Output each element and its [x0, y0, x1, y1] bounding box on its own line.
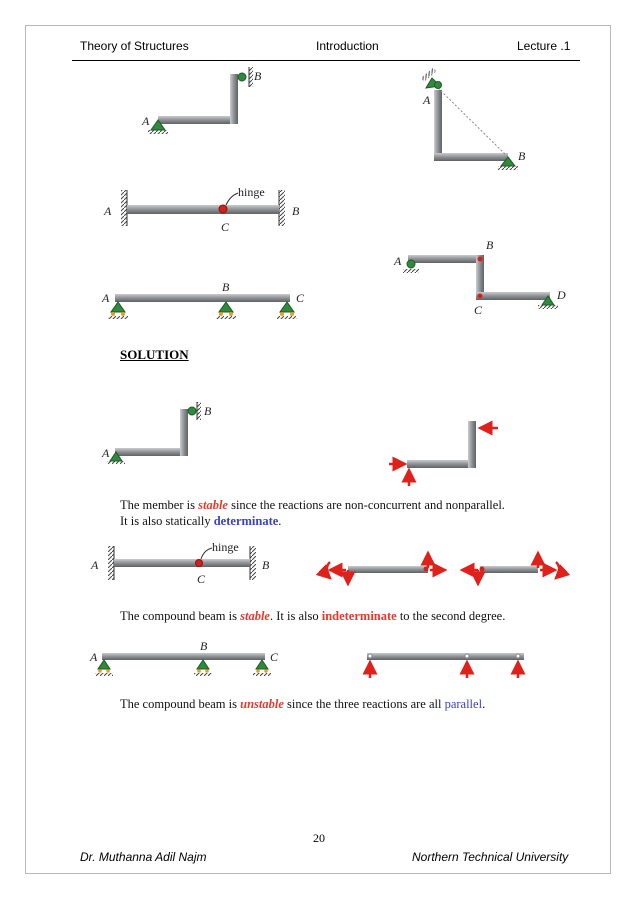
sol-fig-three-support-beam: [89, 639, 279, 676]
label-hinge: hinge: [212, 540, 239, 554]
label-A: A: [104, 204, 112, 218]
label-A: A: [90, 650, 98, 664]
label-B: B: [486, 238, 494, 252]
statement-3: The compound beam is unstable since the three reactions are all parallel.: [120, 697, 486, 711]
footer-university: Northern Technical University: [412, 850, 569, 864]
label-B: B: [222, 280, 230, 294]
label-C: C: [270, 650, 279, 664]
label-B: B: [292, 204, 300, 218]
label-C: C: [296, 291, 305, 305]
sol-fig-l-frame: [101, 402, 212, 464]
solution-heading: SOLUTION: [120, 347, 189, 362]
label-B: B: [200, 639, 208, 653]
page-number: 20: [313, 831, 325, 845]
label-B: B: [254, 69, 262, 83]
sol-fig-fbd-l-frame: [389, 421, 498, 486]
sol-fig-hinged-beam: [90, 540, 270, 586]
label-B: B: [204, 404, 212, 418]
statement-1-line-2: It is also statically determinate.: [120, 514, 282, 528]
fig4-stepped-frame: [393, 238, 566, 317]
statement-1-line-1: The member is stable since the reactions are non-concurrent and nonparallel.: [120, 498, 505, 512]
label-A: A: [394, 254, 402, 268]
header-course-title: Theory of Structures: [80, 39, 189, 53]
label-A: A: [91, 558, 99, 572]
header-section: Introduction: [316, 39, 379, 53]
label-A: A: [423, 93, 431, 107]
footer-author: Dr. Muthanna Adil Najm: [80, 850, 207, 864]
label-C: C: [221, 220, 230, 234]
label-hinge: hinge: [238, 185, 265, 199]
label-A: A: [102, 446, 110, 460]
fig3-hinged-beam: [103, 185, 300, 234]
label-A: A: [102, 291, 110, 305]
sol-fig-fbd-hinged-beam: [327, 553, 559, 584]
label-C: C: [197, 572, 206, 586]
label-A: A: [142, 114, 150, 128]
label-D: D: [557, 288, 566, 302]
fig2-corner-frame: [421, 68, 526, 170]
statement-2: The compound beam is stable. It is also indeterminate to the second degree.: [120, 609, 506, 623]
fig1-l-frame: [141, 67, 262, 134]
label-C: C: [474, 303, 483, 317]
fig5-three-support-beam: [101, 280, 305, 319]
header-lecture: Lecture .1: [517, 39, 571, 53]
sol-fig-fbd-three-support: [367, 653, 524, 678]
label-B: B: [518, 149, 526, 163]
label-B: B: [262, 558, 270, 572]
